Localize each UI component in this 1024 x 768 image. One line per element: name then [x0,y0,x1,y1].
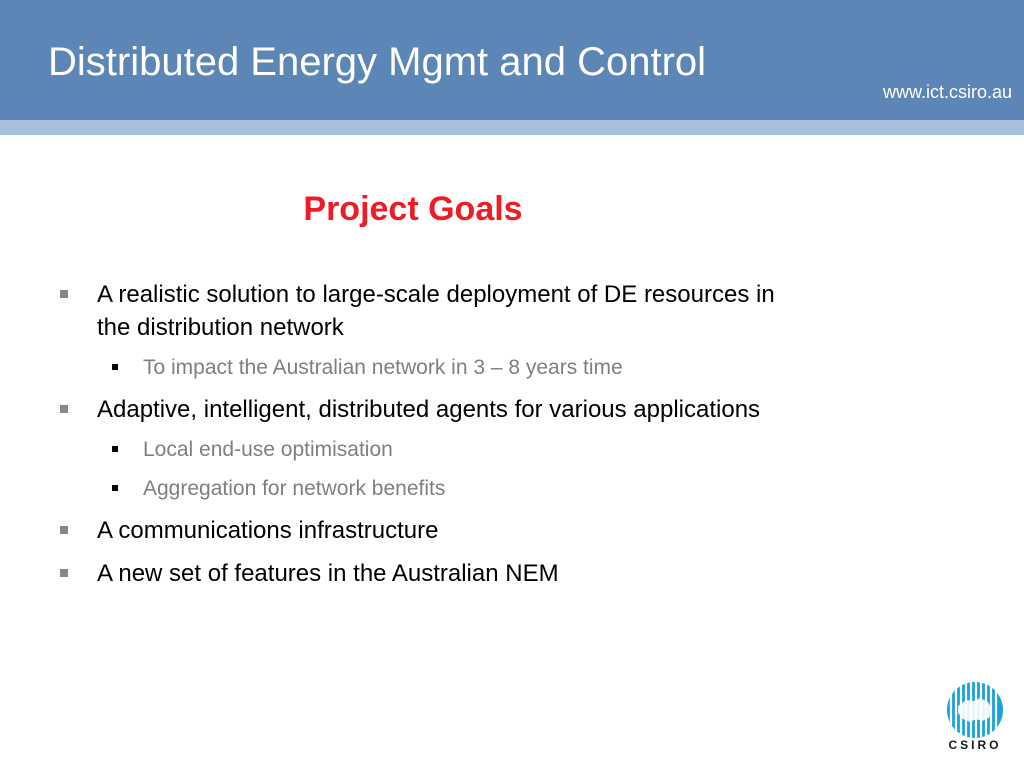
csiro-logo-text: CSIRO [948,738,1002,752]
square-bullet-icon [112,485,118,491]
sub-bullet-text: Local end-use optimisation [143,438,393,461]
header-stripe [0,120,1024,135]
bullet-text: A new set of features in the Australian NEM [97,560,559,587]
square-bullet-icon [60,569,68,577]
square-bullet-icon [60,290,68,298]
slide-title: Distributed Energy Mgmt and Control [48,40,707,84]
sub-bullet-item [60,354,780,382]
website-url: www.ict.csiro.au [882,82,1012,102]
bullet-text: A communications infrastructure [97,517,439,544]
square-bullet-icon [112,364,118,370]
bullet-item [60,393,780,426]
sub-bullet-text: To impact the Australian network in 3 – 8 years time [143,356,623,379]
slide-subtitle: Project Goals [303,190,523,228]
sub-bullet-item [60,436,780,464]
bullet-list [60,278,780,600]
square-bullet-icon [60,405,68,413]
bullet-item [60,514,780,547]
bullet-text: A realistic solution to large-scale deployment of DE resources in the distribution network [97,281,775,341]
bullet-text: Adaptive, intelligent, distributed agents for various applications [97,396,761,423]
square-bullet-icon [60,526,68,534]
sub-bullet-text: Aggregation for network benefits [143,477,446,500]
sub-bullet-item [60,475,780,503]
square-bullet-icon [112,446,118,452]
bullet-item [60,278,780,344]
header-bar [0,0,1024,120]
bullet-item [60,557,780,590]
